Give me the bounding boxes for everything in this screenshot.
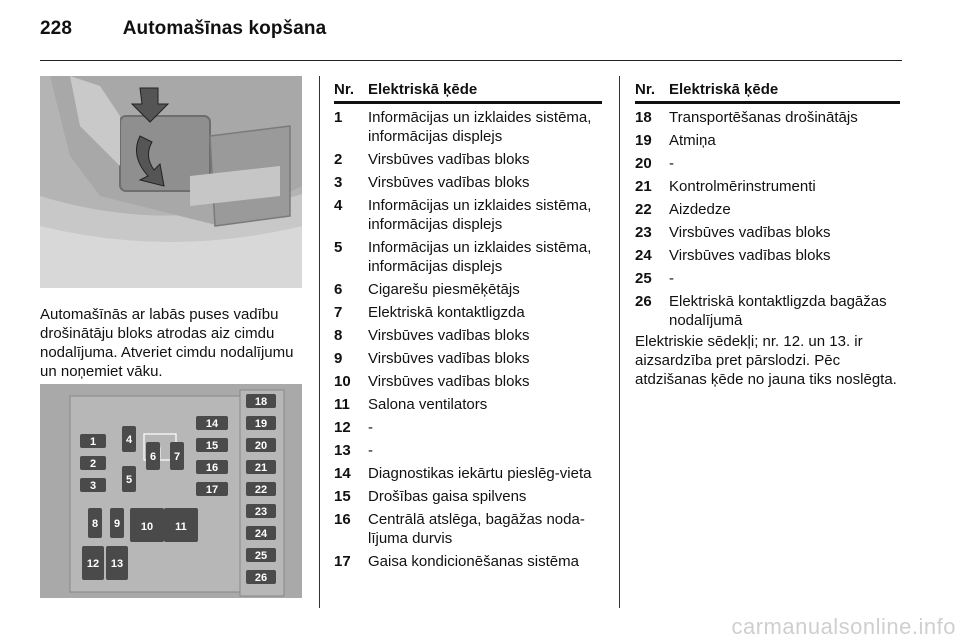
table-row bbox=[334, 196, 602, 234]
fuse-label: 24 bbox=[254, 528, 268, 540]
circuit-name: Virsbūves vadības bloks bbox=[368, 174, 530, 191]
table-row bbox=[334, 238, 602, 276]
fuse-number: 4 bbox=[334, 197, 343, 214]
circuit-name: Informācijas un izklaides sistēma, informācijas displejs bbox=[368, 109, 592, 145]
fuse-label: 21 bbox=[254, 462, 268, 474]
circuit-name: Virsbūves vadības bloks bbox=[368, 373, 530, 390]
fuse-label: 9 bbox=[113, 518, 121, 530]
circuit-name: Virsbūves vadības bloks bbox=[368, 327, 530, 344]
circuit-name: Informācijas un izklaides sistēma, informācijas displejs bbox=[368, 239, 592, 275]
header-nr: Nr. bbox=[635, 81, 656, 98]
fuse-label: 26 bbox=[254, 572, 268, 584]
table-row bbox=[635, 131, 900, 150]
column-divider bbox=[619, 76, 620, 608]
circuit-name: Diagnostikas iekārtu pieslēg-vieta bbox=[368, 465, 592, 482]
fuse-number: 7 bbox=[334, 304, 343, 321]
fuse-label: 8 bbox=[91, 518, 99, 530]
fuse-number: 12 bbox=[334, 419, 351, 436]
note-paragraph: Elektriskie sēdekļi; nr. 12. un 13. ir aizsardzība pret pārslodzi. Pēc atdzišanas ķēde no jauna tiks noslēgta. bbox=[635, 333, 897, 388]
table-row bbox=[334, 108, 602, 146]
fuse-number: 3 bbox=[334, 174, 343, 191]
circuit-name: Aizdedze bbox=[669, 201, 731, 218]
fuse-label: 3 bbox=[89, 480, 97, 492]
fuse-label: 4 bbox=[125, 434, 133, 446]
fuse-label: 2 bbox=[89, 458, 97, 470]
fuse-label: 14 bbox=[205, 418, 219, 430]
fuse-label: 13 bbox=[110, 558, 124, 570]
circuit-name: Drošības gaisa spilvens bbox=[368, 488, 527, 505]
fuse-number: 18 bbox=[635, 109, 652, 126]
table-row bbox=[635, 200, 900, 219]
circuit-name: - bbox=[368, 442, 373, 459]
column-divider bbox=[319, 76, 320, 608]
location-paragraph: Automašīnās ar labās puses vadību drošinātāju bloks atrodas aiz cimdu nodalījuma. Atveriet cimdu nodalījumu un noņemiet vāku. bbox=[40, 306, 294, 380]
fuse-number: 23 bbox=[635, 224, 652, 241]
fuse-label: 12 bbox=[86, 558, 100, 570]
fuse-number: 5 bbox=[334, 239, 343, 256]
table-row bbox=[334, 303, 602, 322]
fuse-label: 7 bbox=[173, 451, 181, 463]
fuse-number: 26 bbox=[635, 293, 652, 310]
header-circuit: Elektriskā ķēde bbox=[669, 81, 779, 98]
header-nr: Nr. bbox=[334, 81, 355, 98]
circuit-name: Transportēšanas drošinātājs bbox=[669, 109, 858, 126]
table-row bbox=[635, 246, 900, 265]
circuit-name: Salona ventilators bbox=[368, 396, 488, 413]
page-header bbox=[40, 18, 326, 40]
fuse-label: 18 bbox=[254, 396, 268, 408]
table-row bbox=[334, 510, 602, 548]
fuse-label: 23 bbox=[254, 506, 268, 518]
fuse-label: 15 bbox=[205, 440, 219, 452]
circuit-name: Informācijas un izklaides sistēma, informācijas displejs bbox=[368, 197, 592, 233]
circuit-name: Cigarešu piesmēķētājs bbox=[368, 281, 520, 298]
fuse-number: 1 bbox=[334, 109, 343, 126]
circuit-name: Virsbūves vadības bloks bbox=[669, 247, 831, 264]
fuse-number: 19 bbox=[635, 132, 652, 149]
fuse-label: 22 bbox=[254, 484, 268, 496]
fuse-table-right bbox=[635, 80, 900, 334]
table-row bbox=[334, 552, 602, 571]
header-rule bbox=[40, 60, 902, 61]
table-row bbox=[334, 372, 602, 391]
table-row bbox=[334, 487, 602, 506]
fuse-number: 13 bbox=[334, 442, 351, 459]
circuit-name: Virsbūves vadības bloks bbox=[368, 151, 530, 168]
fuse-table-middle bbox=[334, 80, 602, 575]
fuse-number: 8 bbox=[334, 327, 343, 344]
fuse-number: 20 bbox=[635, 155, 652, 172]
fuse-number: 24 bbox=[635, 247, 652, 264]
fuse-label: 20 bbox=[254, 440, 268, 452]
fuse-number: 17 bbox=[334, 553, 351, 570]
table-header bbox=[334, 80, 602, 104]
circuit-name: Virsbūves vadības bloks bbox=[368, 350, 530, 367]
table-row bbox=[334, 349, 602, 368]
page-number: 228 bbox=[40, 18, 73, 39]
fuse-label: 5 bbox=[125, 474, 133, 486]
page-title: Automašīnas kopšana bbox=[122, 18, 327, 39]
table-row bbox=[334, 441, 602, 460]
fuse-label: 17 bbox=[205, 484, 219, 496]
fuse-number: 14 bbox=[334, 465, 351, 482]
fuse-label: 25 bbox=[254, 550, 268, 562]
fuse-number: 11 bbox=[334, 396, 350, 413]
fuse-number: 6 bbox=[334, 281, 343, 298]
table-row bbox=[334, 418, 602, 437]
header-circuit: Elektriskā ķēde bbox=[368, 81, 478, 98]
circuit-name: Virsbūves vadības bloks bbox=[669, 224, 831, 241]
table-row bbox=[334, 326, 602, 345]
fuse-number: 2 bbox=[334, 151, 343, 168]
fuse-number: 21 bbox=[635, 178, 652, 195]
glovebox-photo bbox=[40, 76, 302, 288]
circuit-name: Centrālā atslēga, bagāžas noda-lījuma durvis bbox=[368, 511, 585, 547]
table-row bbox=[334, 464, 602, 483]
fuse-label: 10 bbox=[140, 521, 154, 533]
circuit-name: - bbox=[368, 419, 373, 436]
circuit-name: - bbox=[669, 270, 674, 287]
watermark: carmanualsonline.info bbox=[731, 614, 956, 639]
table-row bbox=[635, 154, 900, 173]
circuit-name: - bbox=[669, 155, 674, 172]
table-row bbox=[635, 177, 900, 196]
table-row bbox=[635, 292, 900, 330]
fuse-label: 11 bbox=[175, 521, 187, 533]
circuit-name: Kontrolmērinstrumenti bbox=[669, 178, 816, 195]
table-row bbox=[635, 269, 900, 288]
circuit-name: Atmiņa bbox=[669, 132, 716, 149]
circuit-name: Gaisa kondicionēšanas sistēma bbox=[368, 553, 579, 570]
fuse-label: 1 bbox=[89, 436, 97, 448]
fuse-label: 16 bbox=[205, 462, 219, 474]
circuit-name: Elektriskā kontaktligzda bagāžas nodalījumā bbox=[669, 293, 887, 329]
table-row bbox=[635, 108, 900, 127]
table-row bbox=[334, 395, 602, 414]
fuse-label: 19 bbox=[254, 418, 268, 430]
table-header bbox=[635, 80, 900, 104]
fuse-number: 16 bbox=[334, 511, 351, 528]
table-row bbox=[334, 173, 602, 192]
fuse-number: 9 bbox=[334, 350, 343, 367]
circuit-name: Elektriskā kontaktligzda bbox=[368, 304, 525, 321]
fuse-number: 22 bbox=[635, 201, 652, 218]
fuse-label: 6 bbox=[149, 451, 157, 463]
fuse-number: 10 bbox=[334, 373, 351, 390]
fuse-number: 25 bbox=[635, 270, 652, 287]
fuse-box-diagram bbox=[40, 384, 302, 598]
fuse-number: 15 bbox=[334, 488, 351, 505]
table-row bbox=[334, 150, 602, 169]
table-row bbox=[635, 223, 900, 242]
table-row bbox=[334, 280, 602, 299]
